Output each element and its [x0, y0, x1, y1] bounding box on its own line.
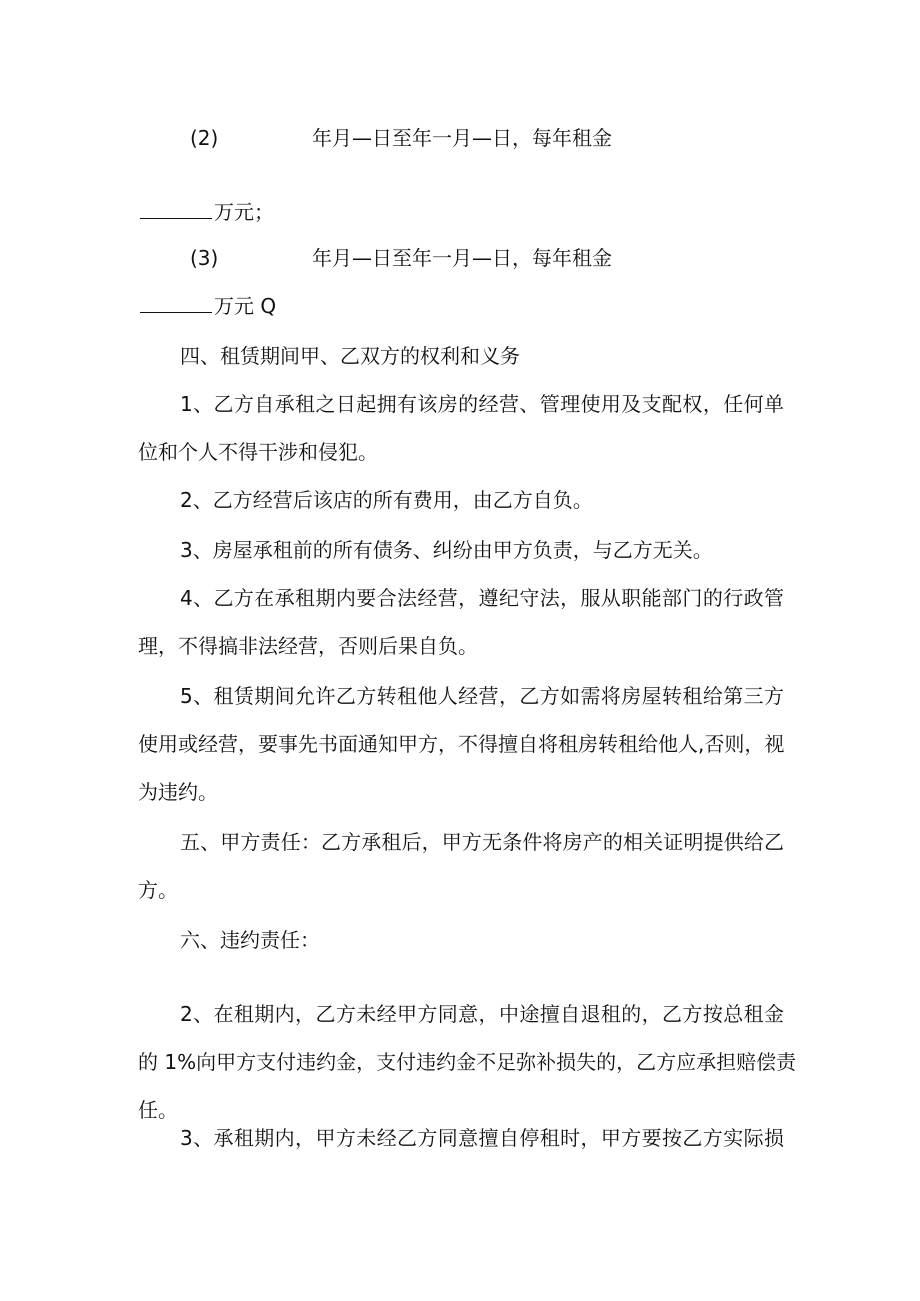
section-4-item-2: 2、乙方经营后该店的所有费用，由乙方自负。: [180, 488, 593, 512]
section-6-item-2-line-1: 2、在租期内，乙方未经甲方同意，中途擅自退租的，乙方按总租金: [180, 1002, 784, 1026]
schedule-2-period: 年月—日至年一月—日，每年租金: [312, 126, 612, 150]
schedule-2-amount: [140, 198, 274, 226]
section-4-item-5-line-3: 为违约。: [138, 780, 218, 804]
section-4-item-1-line-2: 位和个人不得干涉和侵犯。: [138, 440, 378, 464]
schedule-3-number: (3): [190, 246, 219, 270]
section-6-title: 六、违约责任：: [180, 928, 320, 952]
amount-blank: [140, 294, 212, 313]
schedule-2-number: (2): [190, 126, 219, 150]
section-6-item-3-line-1: 3、承租期内，甲方未经乙方同意擅自停租时，甲方要按乙方实际损: [180, 1126, 784, 1150]
section-5-line-2: 方。: [138, 878, 178, 902]
section-4-item-1-line-1: 1、乙方自承租之日起拥有该房的经营、管理使用及支配权，任何单: [180, 392, 784, 416]
schedule-3-period: 年月—日至年一月—日，每年租金: [312, 246, 612, 270]
section-4-item-5-line-1: 5、租赁期间允许乙方转租他人经营，乙方如需将房屋转租给第三方: [180, 684, 784, 708]
section-6-item-2-line-3: 任。: [138, 1098, 178, 1122]
schedule-2-unit: 万元；: [214, 200, 274, 224]
section-4-title: 四、租赁期间甲、乙双方的权利和义务: [180, 344, 520, 368]
section-4-item-5-line-2: 使用或经营，要事先书面通知甲方，不得擅自将租房转租给他人,否则，视: [138, 732, 785, 756]
section-4-item-4-line-1: 4、乙方在承租期内要合法经营，遵纪守法，服从职能部门的行政管: [180, 586, 784, 610]
schedule-3-amount: [140, 292, 276, 320]
section-6-item-2-line-2: 的 1%向甲方支付违约金，支付违约金不足弥补损失的，乙方应承担赔偿责: [138, 1050, 797, 1074]
section-4-item-3: 3、房屋承租前的所有债务、纠纷由甲方负责，与乙方无关。: [180, 538, 713, 562]
section-4-item-4-line-2: 理，不得搞非法经营，否则后果自负。: [138, 634, 478, 658]
amount-blank: [140, 200, 212, 219]
section-5-line-1: 五、甲方责任：乙方承租后，甲方无条件将房产的相关证明提供给乙: [180, 830, 784, 854]
schedule-3-unit: 万元 Q: [214, 294, 277, 318]
